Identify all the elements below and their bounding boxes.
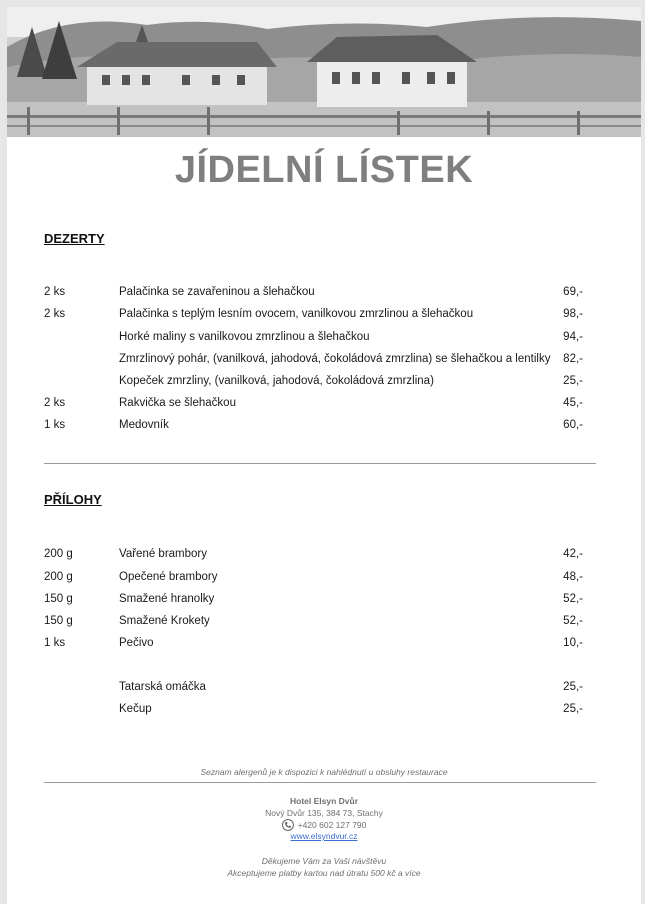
item-name: Palačinka s teplým lesním ovocem, vanilkovou zmrzlinou a šlehačkou <box>119 308 474 320</box>
hotel-phone: +420 602 127 790 <box>297 820 367 830</box>
item-name: Kečup <box>119 703 152 715</box>
item-price: 45,- <box>563 397 583 409</box>
menu-item <box>7 286 641 304</box>
item-name: Opečené brambory <box>119 571 218 583</box>
item-name: Palačinka se zavařeninou a šlehačkou <box>119 286 315 298</box>
item-quantity: 2 ks <box>44 397 66 409</box>
item-name: Smažené hranolky <box>119 593 215 605</box>
website-link[interactable]: www.elsyndvur.cz <box>290 831 358 841</box>
menu-page <box>7 7 641 904</box>
menu-item <box>7 375 641 393</box>
menu-item <box>7 703 641 721</box>
item-name: Horké maliny s vanilkovou zmrzlinou a šlehačkou <box>119 331 370 343</box>
item-name: Smažené Krokety <box>119 615 210 627</box>
item-quantity: 2 ks <box>44 308 66 320</box>
item-price: 10,- <box>563 637 583 649</box>
item-price: 48,- <box>563 571 583 583</box>
item-price: 60,- <box>563 419 583 431</box>
hotel-photo-banner <box>7 7 641 137</box>
item-price: 42,- <box>563 548 583 560</box>
allergen-note: Seznam alergenů je k dispozici k nahlédnutí u obsluhy restaurace <box>200 767 448 777</box>
menu-item <box>7 331 641 349</box>
item-price: 25,- <box>563 681 583 693</box>
section-title-side-dishes: PŘÍLOHY <box>44 492 102 507</box>
hotel-name: Hotel Elsyn Dvůr <box>289 796 359 806</box>
menu-item <box>7 681 641 699</box>
item-quantity: 150 g <box>44 593 73 605</box>
hotel-address: Nový Dvůr 135, 384 73, Stachy <box>265 808 383 818</box>
menu-item <box>7 419 641 437</box>
item-name: Kopeček zmrzliny, (vanilková, jahodová, čokoládová zmrzlina) <box>119 375 434 387</box>
section-divider <box>44 463 596 464</box>
item-quantity: 1 ks <box>44 637 66 649</box>
item-quantity: 150 g <box>44 615 73 627</box>
menu-item <box>7 571 641 589</box>
thanks-note: Děkujeme Vám za Vaši návštěvu <box>261 856 387 866</box>
website-line <box>7 831 641 841</box>
section-title-desserts: DEZERTY <box>44 231 105 246</box>
item-price: 82,- <box>563 353 583 365</box>
menu-item <box>7 593 641 611</box>
phone-icon <box>282 819 294 831</box>
menu-item <box>7 615 641 633</box>
item-quantity: 2 ks <box>44 286 66 298</box>
item-name: Vařené brambory <box>119 548 207 560</box>
item-name: Pečivo <box>119 637 154 649</box>
item-price: 52,- <box>563 615 583 627</box>
card-payment-note: Akceptujeme platby kartou nad útratu 500 kč a více <box>227 868 421 878</box>
item-quantity: 1 ks <box>44 419 66 431</box>
menu-item <box>7 353 641 371</box>
item-name: Tatarská omáčka <box>119 681 206 693</box>
item-name: Rakvička se šlehačkou <box>119 397 236 409</box>
item-price: 25,- <box>563 703 583 715</box>
item-price: 69,- <box>563 286 583 298</box>
menu-item <box>7 637 641 655</box>
item-price: 25,- <box>563 375 583 387</box>
item-name: Zmrzlinový pohár, (vanilková, jahodová, čokoládová zmrzlina) se šlehačkou a lentilky <box>119 353 551 365</box>
item-quantity: 200 g <box>44 571 73 583</box>
item-name: Medovník <box>119 419 169 431</box>
footer-divider <box>44 782 596 783</box>
menu-title: JÍDELNÍ LÍSTEK <box>174 149 474 191</box>
item-quantity: 200 g <box>44 548 73 560</box>
item-price: 98,- <box>563 308 583 320</box>
menu-item <box>7 308 641 326</box>
item-price: 94,- <box>563 331 583 343</box>
item-price: 52,- <box>563 593 583 605</box>
menu-item <box>7 397 641 415</box>
menu-item <box>7 548 641 566</box>
